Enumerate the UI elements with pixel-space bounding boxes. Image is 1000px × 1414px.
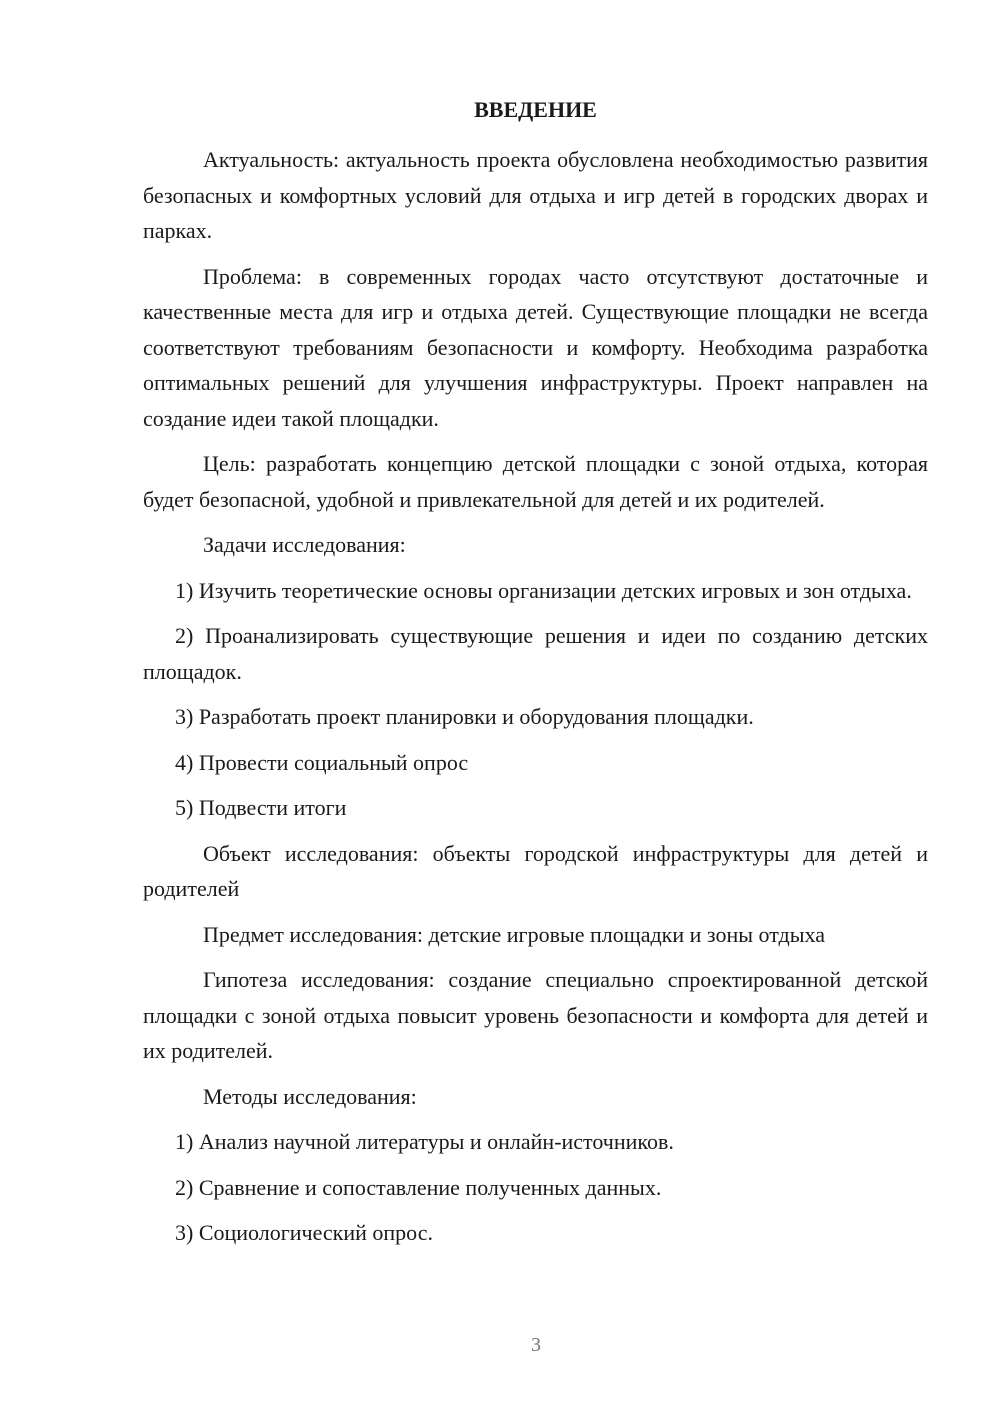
relevance-paragraph: Актуальность: актуальность проекта обусловлена необходимостью развития безопасных и комфортных условий для отдыха и игр детей в городских дворах и парках. bbox=[143, 147, 928, 243]
task-item-3: 3) Разработать проект планировки и оборудования площадки. bbox=[175, 704, 754, 729]
goal-paragraph: Цель: разработать концепцию детской площадки с зоной отдыха, которая будет безопасной, удобной и привлекательной для детей и их родителей. bbox=[143, 451, 928, 512]
method-item-3: 3) Социологический опрос. bbox=[175, 1220, 433, 1245]
methods-heading: Методы исследования: bbox=[203, 1083, 417, 1109]
method-item-1: 1) Анализ научной литературы и онлайн-источников. bbox=[175, 1129, 674, 1154]
method-item-2: 2) Сравнение и сопоставление полученных данных. bbox=[175, 1174, 662, 1200]
page-number: 3 bbox=[531, 1334, 541, 1356]
hypothesis-paragraph: Гипотеза исследования: создание специально спроектированной детской площадки с зоной отдыха повысит уровень безопасности и комфорта для детей и их родителей. bbox=[143, 967, 928, 1063]
task-item-1: 1) Изучить теоретические основы организации детских игровых и зон отдыха. bbox=[175, 577, 912, 603]
task-item-2: 2) Проанализировать существующие решения и идеи по созданию детских площадок. bbox=[143, 623, 928, 684]
task-item-5: 5) Подвести итоги bbox=[175, 795, 347, 820]
subject-paragraph: Предмет исследования: детские игровые площадки и зоны отдыха bbox=[203, 921, 825, 947]
document-title: ВВЕДЕНИЕ bbox=[474, 97, 597, 122]
tasks-heading: Задачи исследования: bbox=[203, 532, 406, 557]
document-page bbox=[143, 88, 928, 1261]
object-paragraph: Объект исследования: объекты городской инфраструктуры для детей и родителей bbox=[143, 840, 928, 901]
task-item-4: 4) Провести социальный опрос bbox=[175, 749, 469, 775]
problem-paragraph: Проблема: в современных городах часто отсутствуют достаточные и качественные места для игр и отдыха детей. Существующие площадки не всегда соответствуют требованиям безопасности и комфорту. Необходима разработка оптимальных решений для улучшения инфраструктуры. Проект направлен на создание идеи такой площадки. bbox=[143, 263, 928, 431]
